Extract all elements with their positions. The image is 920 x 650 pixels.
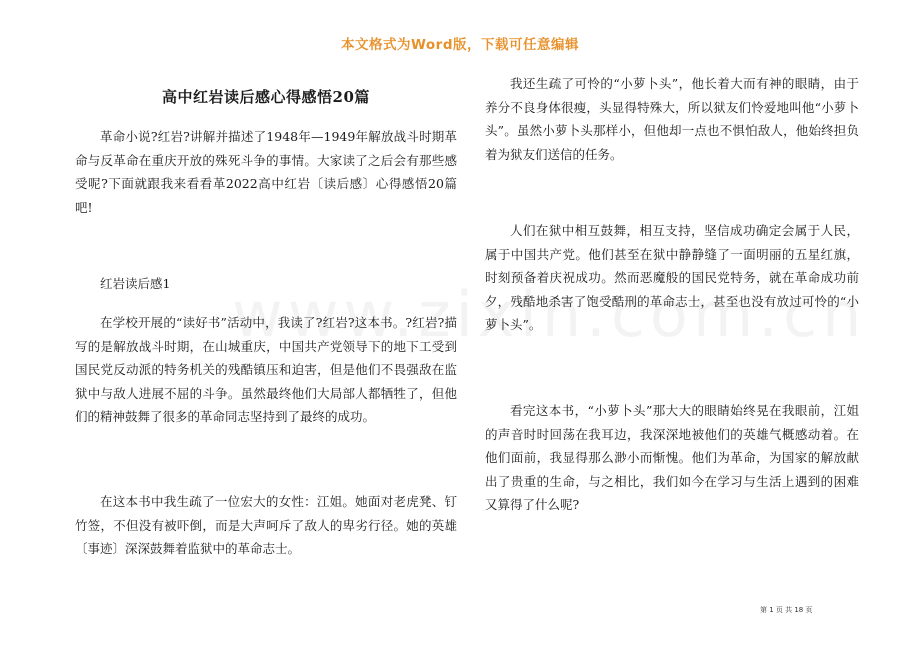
section-heading: 红岩读后感1 xyxy=(100,276,171,291)
body-paragraph-2: 在这本书中我生疏了一位宏大的女性：江姐。她面对老虎凳、钉竹签，不但没有被吓倒，而是大声呵斥了敌人的卑劣行径。她的英雄〔事迹〕深深鼓舞着监狱中的革命志士。 xyxy=(75,494,457,557)
document-title: 高中红岩读后感心得感悟20篇 xyxy=(162,88,370,106)
body-paragraph-4: 人们在狱中相互鼓舞，相互支持，坚信成功确定会属于人民，属于中国共产党。他们甚至在狱中静静缝了一面明丽的五星红旗，时刻预备着庆祝成功。然而恶魔般的国民党特务，就在革命成功前夕，残酷地杀害了饱受酷刑的革命志士，甚至也没有放过可怜的“小萝卜头”。 xyxy=(485,223,859,333)
page-number: 第 1 页 共 18 页 xyxy=(760,606,813,614)
body-paragraph-1: 在学校开展的“读好书”活动中，我读了?红岩?这本书。?红岩?描写的是解放战斗时期，在山城重庆，中国共产党领导下的地下工受到国民党反动派的特务机关的残酷镇压和迫害，但是他们不畏强敌在监狱中与敌人进展不屈的斗争。虽然最终他们大局部人都牺牲了，但他们的精神鼓舞了很多的革命同志坚持到了最终的成功。 xyxy=(75,315,457,425)
body-paragraph-5: 看完这本书，“小萝卜头”那大大的眼睛始终晃在我眼前，江姐的声音时时回荡在我耳边，我深深地被他们的英雄气概感动着。在他们面前，我显得那么渺小而惭愧。他们为革命，为国家的解放献出了贵重的生命，与之相比，我们如今在学习与生活上遇到的困难又算得了什么呢? xyxy=(485,403,859,513)
intro-paragraph: 革命小说?红岩?讲解并描述了1948年—1949年解放战斗时期革命与反革命在重庆开放的殊死斗争的事情。大家读了之后会有那些感受呢?下面就跟我来看看革2022高中红岩〔读后感〕心得感悟20篇吧! xyxy=(75,129,457,215)
word-format-banner: 本文格式为Word版，下载可任意编辑 xyxy=(340,37,579,53)
body-paragraph-3: 我还生疏了可怜的“小萝卜头”，他长着大而有神的眼睛，由于养分不良身体很瘦，头显得特殊大，所以狱友们怜爱地叫他“小萝卜头”。虽然小萝卜头那样小，但他却一点也不惧怕敌人，他始终担负着为狱友们送信的任务。 xyxy=(485,76,859,162)
